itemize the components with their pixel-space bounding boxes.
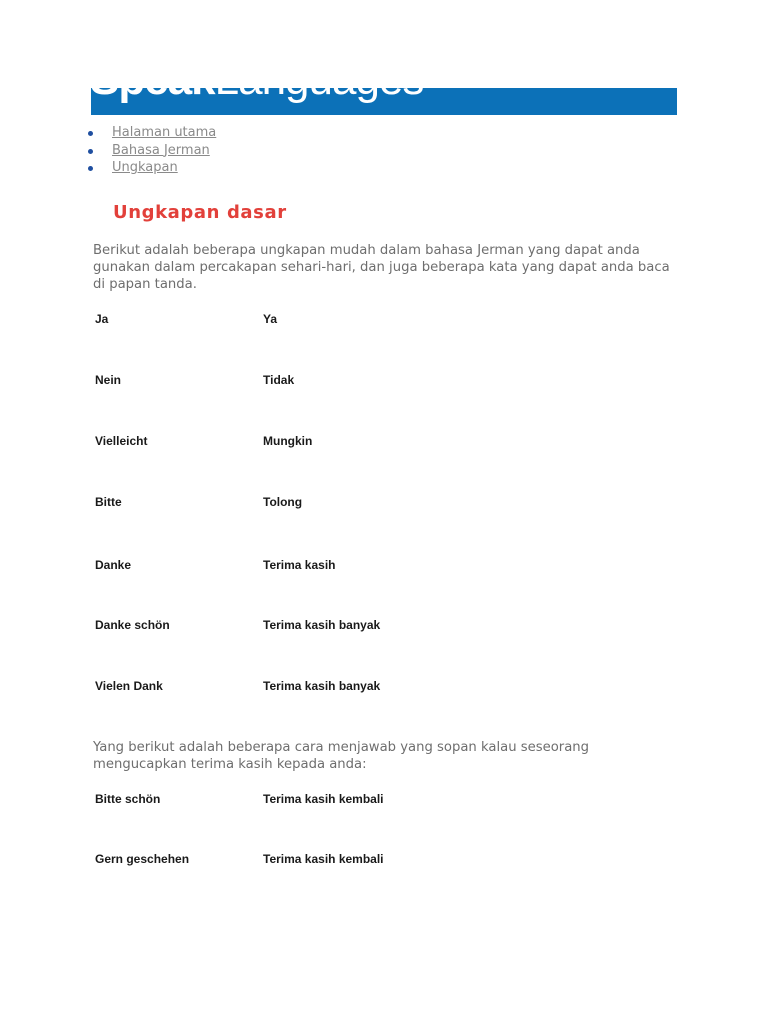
phrase-translation: Terima kasih banyak xyxy=(263,618,381,632)
bullet-icon xyxy=(88,149,93,154)
phrase-german: Danke xyxy=(95,558,132,572)
breadcrumb xyxy=(84,124,216,177)
bullet-icon xyxy=(88,166,93,171)
phrase-translation: Terima kasih xyxy=(263,558,336,572)
breadcrumb-item-home xyxy=(84,124,216,142)
phrase-german: Ja xyxy=(95,312,109,326)
reply-german: Bitte schön xyxy=(95,792,161,806)
reply-row xyxy=(95,852,655,870)
phrase-german: Nein xyxy=(95,373,122,387)
phrase-row xyxy=(95,679,655,697)
site-logo-banner[interactable] xyxy=(90,55,677,115)
phrase-translation: Ya xyxy=(263,312,278,326)
reply-translation: Terima kasih kembali xyxy=(263,792,384,806)
intro-paragraph: Berikut adalah beberapa ungkapan mudah dalam bahasa Jerman yang dapat anda gunakan dalam percakapan sehari-hari, dan juga beberapa kata yang dapat anda baca di papan tanda. xyxy=(93,243,670,292)
reply-translation: Terima kasih kembali xyxy=(263,852,384,866)
breadcrumb-item-german xyxy=(84,142,216,160)
phrase-row xyxy=(95,312,655,330)
reply-row xyxy=(95,792,655,810)
phrase-row xyxy=(95,495,655,513)
reply-german: Gern geschehen xyxy=(95,852,190,866)
phrase-german: Danke schön xyxy=(95,618,170,632)
phrase-translation: Terima kasih banyak xyxy=(263,679,381,693)
phrase-german: Bitte xyxy=(95,495,122,509)
breadcrumb-link-german[interactable]: Bahasa Jerman xyxy=(112,142,210,158)
page-title: Ungkapan dasar xyxy=(113,202,287,223)
phrase-row xyxy=(95,434,655,452)
phrase-translation: Mungkin xyxy=(263,434,313,448)
phrase-row xyxy=(95,618,655,636)
phrase-german: Vielleicht xyxy=(95,434,148,448)
logo-word-languages: Languages xyxy=(214,55,424,104)
phrase-german: Vielen Dank xyxy=(95,679,163,693)
reply-intro-paragraph: Yang berikut adalah beberapa cara menjawab yang sopan kalau seseorang mengucapkan terima kasih kepada anda: xyxy=(93,740,590,772)
phrase-translation: Tidak xyxy=(263,373,295,387)
breadcrumb-link-home[interactable]: Halaman utama xyxy=(112,125,217,140)
breadcrumb-link-phrases[interactable]: Ungkapan xyxy=(112,160,178,175)
phrase-translation: Tolong xyxy=(263,495,303,509)
bullet-icon xyxy=(88,131,93,136)
phrase-row xyxy=(95,373,655,391)
phrase-row xyxy=(95,558,655,576)
logo-word-speak: Speak xyxy=(90,55,215,104)
site-logo xyxy=(90,55,424,104)
breadcrumb-item-phrases xyxy=(84,159,216,177)
